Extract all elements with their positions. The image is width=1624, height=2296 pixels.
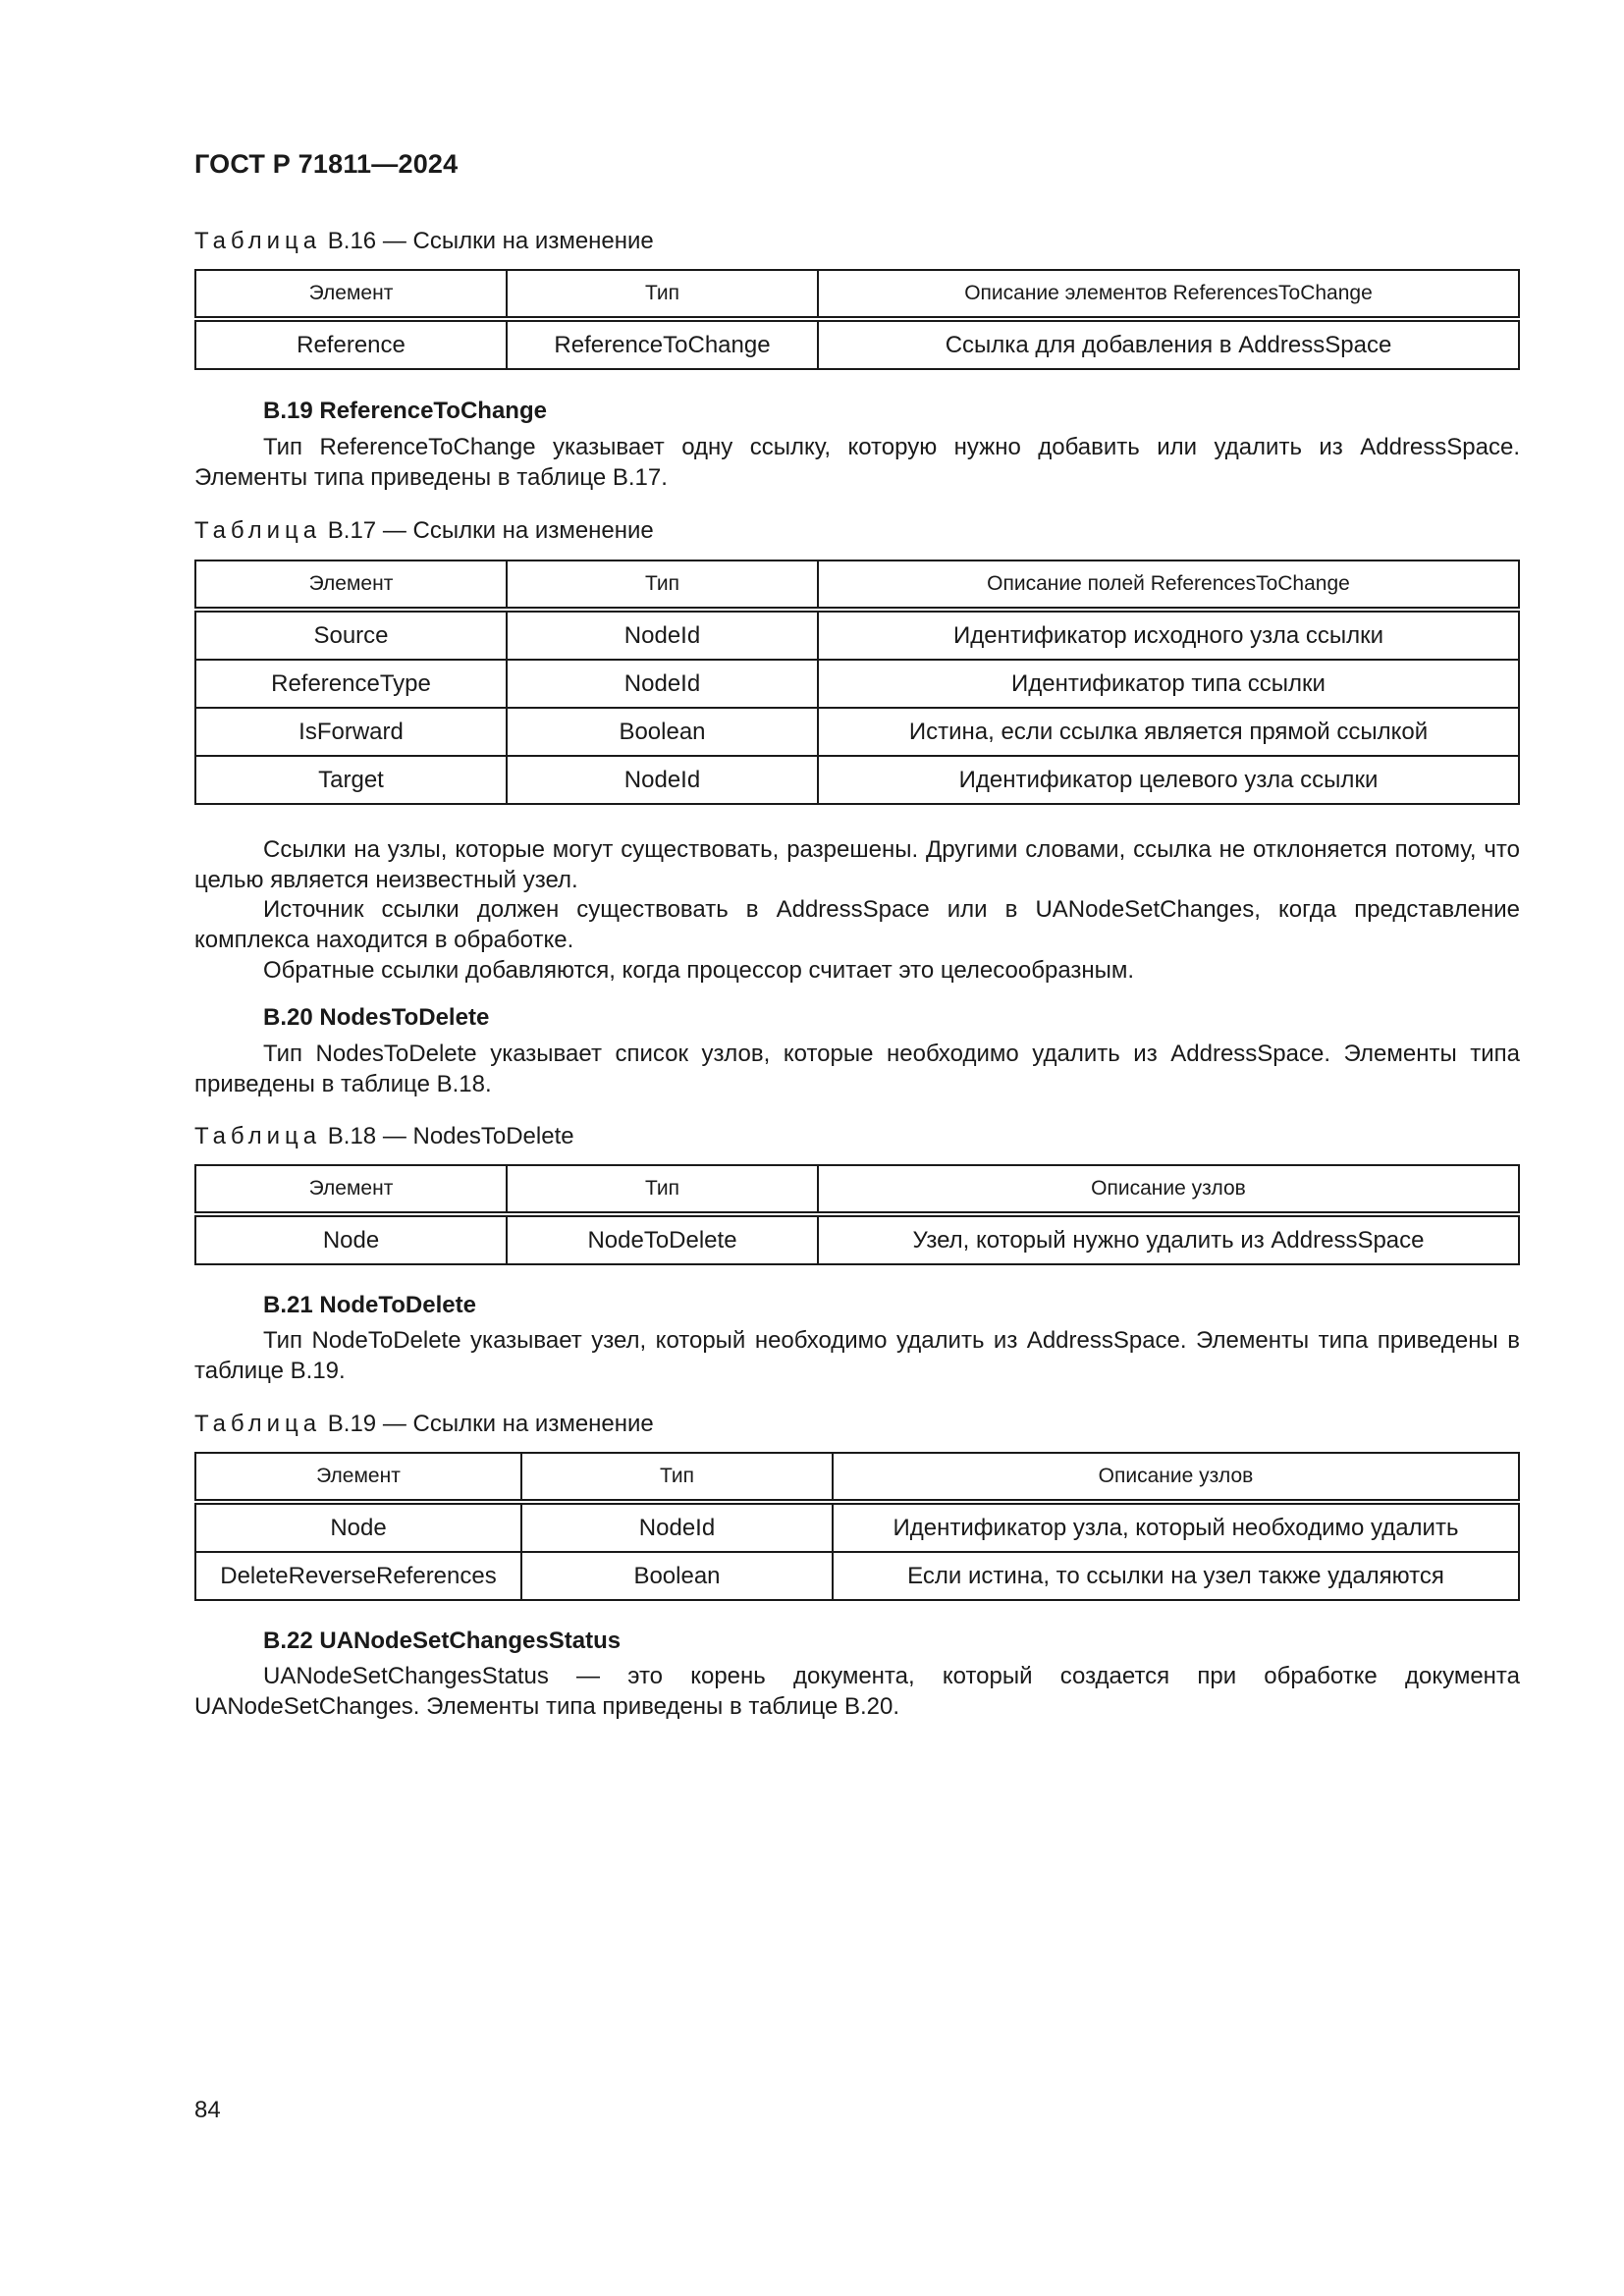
table-cell: Source: [195, 610, 507, 660]
table-cell: ReferenceType: [195, 660, 507, 708]
table-cell: Reference: [195, 319, 507, 369]
table-caption-b18: Таблица В.18 — NodesToDelete: [194, 1123, 574, 1149]
table-caption-b19: Таблица В.19 — Ссылки на изменение: [194, 1411, 654, 1437]
table-b19: [194, 1452, 1520, 1601]
table-header-cell: Тип: [521, 1453, 833, 1502]
table-cell: Target: [195, 756, 507, 804]
table-cell: NodeToDelete: [507, 1214, 818, 1264]
table-row: [195, 610, 1519, 660]
paragraph-b22: UANodeSetChangesStatus — это корень документа, который создается при обработке документа UANodeSetChanges. Элементы типа приведены в таблице В.20.: [194, 1663, 1520, 1720]
table-header-cell: Тип: [507, 561, 818, 610]
table-caption-b16: Таблица В.16 — Ссылки на изменение: [194, 228, 654, 254]
paragraph-b19: Тип ReferenceToChange указывает одну ссылку, которую нужно добавить или удалить из AddressSpace. Элементы типа приведены в таблице В.17.: [194, 434, 1520, 491]
table-b16: [194, 269, 1520, 370]
table-header-cell: Тип: [507, 270, 818, 319]
table-cell: NodeId: [507, 756, 818, 804]
table-row: [195, 319, 1519, 369]
table-header-cell: Описание элементов ReferencesToChange: [818, 270, 1519, 319]
table-cell: Boolean: [507, 708, 818, 756]
table-caption-b17: Таблица В.17 — Ссылки на изменение: [194, 517, 654, 544]
table-row: [195, 1502, 1519, 1552]
table-row: [195, 1552, 1519, 1600]
table-header-cell: Описание узлов: [833, 1453, 1519, 1502]
table-cell: Boolean: [521, 1552, 833, 1600]
table-header-cell: Элемент: [195, 270, 507, 319]
table-cell: IsForward: [195, 708, 507, 756]
table-row: [195, 660, 1519, 708]
table-header-cell: Элемент: [195, 1165, 507, 1214]
section-heading-b21: В.21 NodeToDelete: [263, 1292, 476, 1318]
table-cell: NodeId: [507, 660, 818, 708]
table-cell: Node: [195, 1214, 507, 1264]
table-cell: NodeId: [507, 610, 818, 660]
page-number: 84: [194, 2097, 221, 2123]
section-heading-b20: В.20 NodesToDelete: [263, 1004, 490, 1031]
paragraph-note-3: Обратные ссылки добавляются, когда процессор считает это целесообразным.: [263, 957, 1135, 984]
table-header-cell: Описание полей ReferencesToChange: [818, 561, 1519, 610]
table-b18: [194, 1164, 1520, 1265]
table-cell: NodeId: [521, 1502, 833, 1552]
table-cell: Идентификатор исходного узла ссылки: [818, 610, 1519, 660]
paragraph-b21: Тип NodeToDelete указывает узел, который необходимо удалить из AddressSpace. Элементы типа приведены в таблице В.19.: [194, 1327, 1520, 1384]
table-header-cell: Элемент: [195, 561, 507, 610]
document-header: ГОСТ Р 71811—2024: [194, 149, 459, 179]
table-cell: Узел, который нужно удалить из AddressSpace: [818, 1214, 1519, 1264]
table-row: [195, 1214, 1519, 1264]
table-cell: Идентификатор узла, который необходимо удалить: [833, 1502, 1519, 1552]
table-b17: [194, 560, 1520, 805]
table-cell: Идентификатор типа ссылки: [818, 660, 1519, 708]
paragraph-note-2: Источник ссылки должен существовать в AddressSpace или в UANodeSetChanges, когда представление комплекса находится в обработке.: [194, 896, 1520, 953]
table-row: [195, 708, 1519, 756]
section-heading-b19: В.19 ReferenceToChange: [263, 398, 547, 424]
table-header-cell: Тип: [507, 1165, 818, 1214]
table-cell: ReferenceToChange: [507, 319, 818, 369]
table-cell: Ссылка для добавления в AddressSpace: [818, 319, 1519, 369]
table-row: [195, 756, 1519, 804]
table-cell: Если истина, то ссылки на узел также удаляются: [833, 1552, 1519, 1600]
paragraph-note-1: Ссылки на узлы, которые могут существовать, разрешены. Другими словами, ссылка не отклоняется потому, что целью является неизвестный узел.: [194, 836, 1520, 893]
paragraph-b20: Тип NodesToDelete указывает список узлов, которые необходимо удалить из AddressSpace. Элементы типа приведены в таблице В.18.: [194, 1041, 1520, 1097]
table-cell: Node: [195, 1502, 521, 1552]
table-header-cell: Описание узлов: [818, 1165, 1519, 1214]
table-cell: DeleteReverseReferences: [195, 1552, 521, 1600]
section-heading-b22: В.22 UANodeSetChangesStatus: [263, 1628, 622, 1654]
table-cell: Идентификатор целевого узла ссылки: [818, 756, 1519, 804]
table-cell: Истина, если ссылка является прямой ссылкой: [818, 708, 1519, 756]
table-header-cell: Элемент: [195, 1453, 521, 1502]
